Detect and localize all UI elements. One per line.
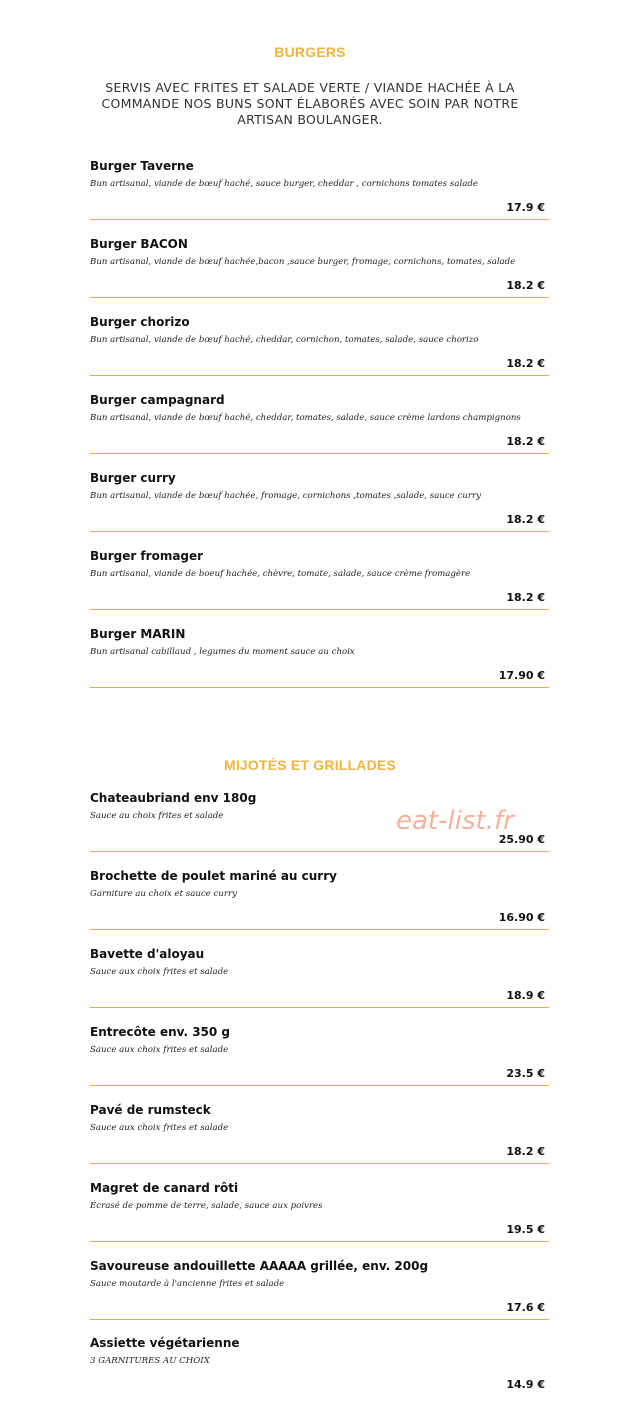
menu-item bbox=[90, 1103, 549, 1164]
item-description: Sauce au choix frites et salade bbox=[90, 811, 224, 821]
section-title-grillades: MIJOTÉS ET GRILLADES bbox=[223, 757, 396, 773]
item-name: Savoureuse andouillette AAAAA grillée, env. 200g bbox=[90, 1259, 429, 1273]
section-description-burgers: SERVIS AVEC FRITES ET SALADE VERTE / VIANDE HACHÉE À LA COMMANDE NOS BUNS SONT ÉLABORÉS AVEC SOIN PAR NOTRE ARTISAN BOULANGER. bbox=[101, 80, 519, 127]
item-price: 25.90 € bbox=[498, 833, 545, 846]
item-price: 19.5 € bbox=[506, 1223, 545, 1236]
item-price: 18.2 € bbox=[506, 357, 545, 370]
item-description: 3 GARNITURES AU CHOIX bbox=[90, 1356, 210, 1366]
item-name: Burger fromager bbox=[90, 549, 204, 563]
item-price: 18.9 € bbox=[506, 989, 545, 1002]
item-price: 17.90 € bbox=[498, 669, 545, 682]
item-name: Assiette végétarienne bbox=[90, 1336, 240, 1350]
menu-item bbox=[90, 549, 549, 610]
item-price: 17.6 € bbox=[506, 1301, 545, 1314]
menu-item bbox=[90, 947, 549, 1008]
item-name: Pavé de rumsteck bbox=[90, 1103, 211, 1117]
item-name: Bavette d'aloyau bbox=[90, 947, 205, 961]
item-name: Magret de canard rôti bbox=[90, 1181, 239, 1195]
item-name: Burger chorizo bbox=[90, 315, 190, 329]
item-name: Burger curry bbox=[90, 471, 176, 485]
menu-item bbox=[90, 315, 549, 376]
item-price: 14.9 € bbox=[506, 1378, 545, 1391]
item-name: Brochette de poulet mariné au curry bbox=[90, 869, 337, 883]
item-description: Sauce aux choix frites et salade bbox=[90, 1123, 229, 1133]
menu-item bbox=[90, 1025, 549, 1086]
item-name: Chateaubriand env 180g bbox=[90, 791, 257, 805]
item-price: 16.90 € bbox=[498, 911, 545, 924]
watermark: eat-list.fr bbox=[396, 806, 514, 836]
menu-item bbox=[90, 1181, 549, 1242]
menu-item bbox=[90, 1259, 549, 1320]
menu-item bbox=[90, 1336, 549, 1396]
item-description: Bun artisanal, viande de bœuf hachée,bacon ,sauce burger, fromage, cornichons, tomates, salade bbox=[90, 257, 516, 267]
menu-item bbox=[90, 627, 549, 688]
item-price: 17.9 € bbox=[506, 201, 545, 214]
menu-item bbox=[90, 471, 549, 532]
item-description: Bun artisanal, viande de boeuf hachée, chèvre, tomate, salade, sauce crème fromagère bbox=[90, 569, 471, 579]
item-price: 18.2 € bbox=[506, 591, 545, 604]
item-description: Bun artisanal, viande de bœuf haché, cheddar, tomates, salade, sauce crème lardons champignons bbox=[90, 413, 521, 423]
item-description: Sauce moutarde à l'ancienne frites et salade bbox=[90, 1279, 285, 1289]
item-price: 18.2 € bbox=[506, 435, 545, 448]
item-name: Burger BACON bbox=[90, 237, 188, 251]
item-name: Burger campagnard bbox=[90, 393, 225, 407]
menu-item bbox=[90, 869, 549, 930]
item-name: Burger MARIN bbox=[90, 627, 186, 641]
item-price: 18.2 € bbox=[506, 513, 545, 526]
item-description: Bun artisanal, viande de bœuf haché, sauce burger, cheddar , cornichons tomates salade bbox=[90, 179, 478, 189]
menu-item bbox=[90, 159, 549, 220]
item-name: Entrecôte env. 350 g bbox=[90, 1025, 231, 1039]
item-price: 18.2 € bbox=[506, 279, 545, 292]
item-description: Bun artisanal cabillaud , legumes du moment sauce au choix bbox=[90, 647, 355, 657]
item-description: Bun artisanal, viande de bœuf hachée, fromage, cornichons ,tomates ,salade, sauce curry bbox=[90, 491, 481, 501]
section-title-burgers: BURGERS bbox=[274, 44, 346, 60]
item-description: Garniture au choix et sauce curry bbox=[90, 889, 237, 899]
item-price: 18.2 € bbox=[506, 1145, 545, 1158]
item-description: Écrasé de pomme de terre, salade, sauce aux poivres bbox=[90, 1201, 323, 1211]
item-price: 23.5 € bbox=[506, 1067, 545, 1080]
menu-item bbox=[90, 237, 549, 298]
item-description: Bun artisanal, viande de bœuf haché, cheddar, cornichon, tomates, salade, sauce chorizo bbox=[90, 335, 479, 345]
item-description: Sauce aux choix frites et salade bbox=[90, 1045, 229, 1055]
item-description: Sauce aux choix frites et salade bbox=[90, 967, 229, 977]
item-name: Burger Taverne bbox=[90, 159, 194, 173]
menu-item bbox=[90, 393, 549, 454]
